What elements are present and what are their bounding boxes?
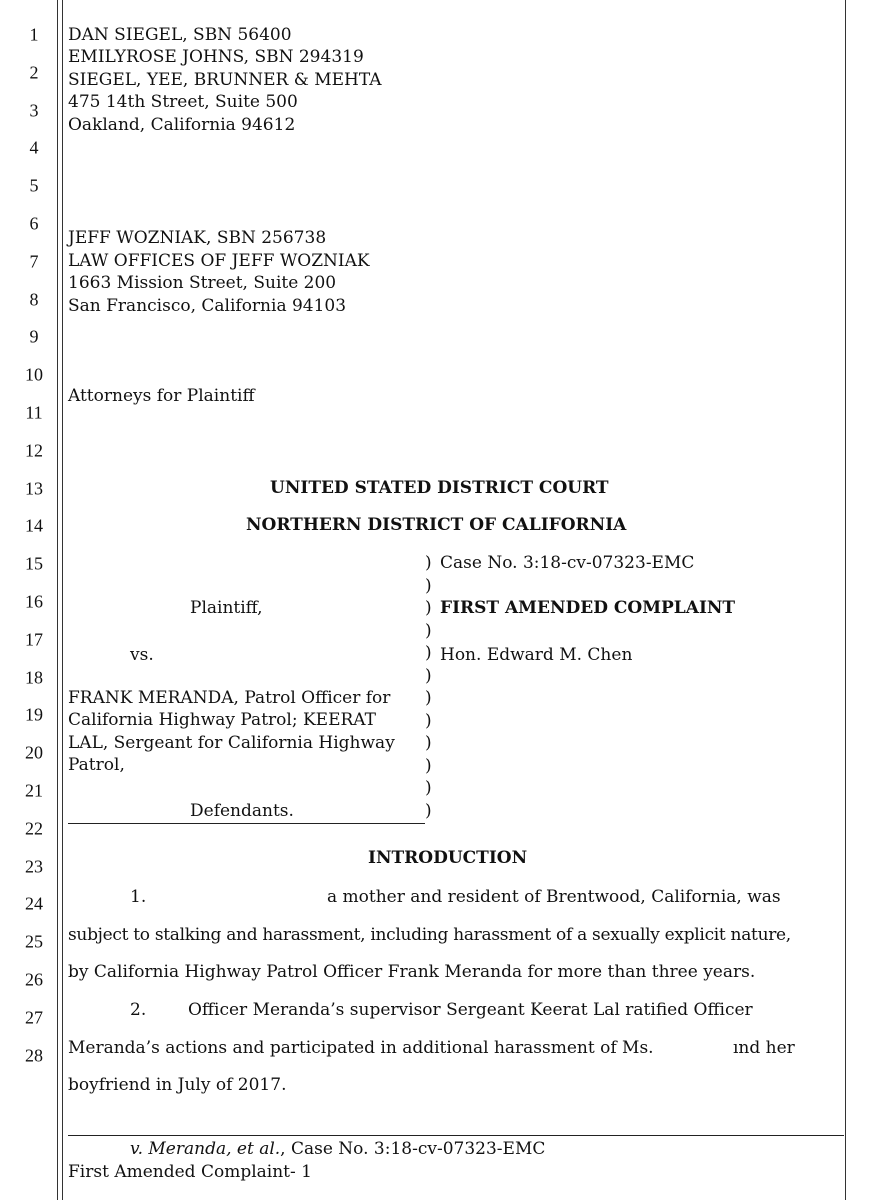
line-number: 22 [25, 818, 43, 839]
paragraph-text: Officer Meranda’s supervisor Sergeant Keerat Lal ratified Officer [188, 1000, 753, 1020]
line-number: 28 [25, 1045, 43, 1066]
line-number: 7 [29, 251, 39, 272]
line-number: 19 [25, 704, 43, 725]
plaintiff-label: Plaintiff, [190, 598, 263, 618]
line-number: 2 [29, 62, 39, 83]
line-number: 26 [25, 969, 43, 990]
line-number: 17 [25, 629, 43, 650]
right-margin-rule [845, 0, 846, 1200]
defendants-label: Defendants. [190, 801, 294, 821]
caption-paren: ) [425, 643, 432, 663]
paragraph-number: 1. [130, 887, 147, 907]
line-number: 14 [25, 515, 43, 536]
left-margin-rule [57, 0, 58, 1200]
counsel-line: Oakland, California 94612 [68, 115, 296, 135]
line-number: 5 [29, 175, 39, 196]
caption-paren: ) [425, 620, 432, 641]
defendant-line: California Highway Patrol; KEERAT [68, 710, 376, 730]
caption-paren: ) [425, 778, 432, 798]
caption-paren: ) [425, 710, 432, 731]
line-number: 27 [25, 1007, 43, 1028]
line-number: 21 [25, 780, 43, 801]
paragraph-text: Meranda’s actions and participated in additional harassment of Ms. [68, 1038, 654, 1058]
footer-case [130, 1139, 545, 1159]
paragraph-text: by California Highway Patrol Officer Frank Meranda for more than three years. [68, 962, 756, 982]
line-number: 6 [29, 213, 39, 234]
vs-label: vs. [130, 645, 154, 665]
line-number: 12 [25, 440, 43, 461]
counsel-line: 1663 Mission Street, Suite 200 [68, 273, 337, 293]
defendant-line: FRANK MERANDA, Patrol Officer for [68, 688, 391, 708]
line-number: 24 [25, 893, 43, 914]
document-title: FIRST AMENDED COMPLAINT [440, 598, 736, 618]
line-number: 23 [25, 856, 43, 877]
caption-paren: ) [425, 688, 432, 708]
caption-paren: ) [425, 665, 432, 686]
line-number: 16 [25, 591, 43, 612]
line-number: 13 [25, 478, 43, 499]
line-number: 25 [25, 931, 43, 952]
caption-paren: ) [425, 755, 432, 776]
line-number: 11 [25, 402, 43, 423]
line-number: 3 [29, 100, 39, 121]
section-heading: INTRODUCTION [368, 848, 528, 868]
counsel-line: 475 14th Street, Suite 500 [68, 92, 298, 112]
defendant-line: LAL, Sergeant for California Highway [68, 733, 395, 753]
caption-paren: ) [425, 733, 432, 753]
paragraph-text: ınd her [733, 1038, 795, 1058]
left-margin-rule-inner [62, 0, 63, 1200]
caption-paren: ) [425, 800, 432, 821]
counsel-line: SIEGEL, YEE, BRUNNER & MEHTA [68, 70, 382, 90]
case-number: Case No. 3:18-cv-07323-EMC [440, 553, 695, 573]
footer-case-name: v. Meranda, et al. [130, 1139, 281, 1159]
line-number: 15 [25, 553, 43, 574]
footer-case-number: , Case No. 3:18-cv-07323-EMC [280, 1139, 546, 1159]
counsel-line: San Francisco, California 94103 [68, 296, 347, 316]
line-number: 8 [29, 289, 39, 310]
line-number: 9 [29, 326, 39, 347]
line-number: 20 [25, 742, 43, 763]
caption-underline [68, 823, 425, 824]
line-number: 4 [29, 137, 39, 158]
attorneys-for: Attorneys for Plaintiff [68, 386, 255, 406]
counsel-line: EMILYROSE JOHNS, SBN 294319 [68, 47, 364, 67]
counsel-line: JEFF WOZNIAK, SBN 256738 [68, 228, 327, 248]
court-name: UNITED STATED DISTRICT COURT [270, 478, 609, 498]
counsel-line: LAW OFFICES OF JEFF WOZNIAK [68, 251, 370, 271]
caption-paren: ) [425, 553, 432, 573]
line-number: 10 [25, 364, 43, 385]
court-district: NORTHERN DISTRICT OF CALIFORNIA [246, 515, 627, 535]
paragraph-number: 2. [130, 1000, 147, 1020]
caption-paren: ) [425, 598, 432, 618]
footer-rule [68, 1135, 844, 1136]
caption-paren: ) [425, 575, 432, 596]
paragraph-text: boyfriend in July of 2017. [68, 1075, 287, 1095]
footer-page-label: First Amended Complaint- 1 [68, 1162, 312, 1182]
defendant-line: Patrol, [68, 755, 125, 775]
counsel-line: DAN SIEGEL, SBN 56400 [68, 25, 292, 45]
line-number: 1 [29, 24, 39, 45]
paragraph-text: subject to stalking and harassment, including harassment of a sexually explicit nature, [68, 925, 791, 945]
paragraph-text: a mother and resident of Brentwood, California, was [327, 887, 781, 907]
judge: Hon. Edward M. Chen [440, 645, 633, 665]
line-number: 18 [25, 667, 43, 688]
